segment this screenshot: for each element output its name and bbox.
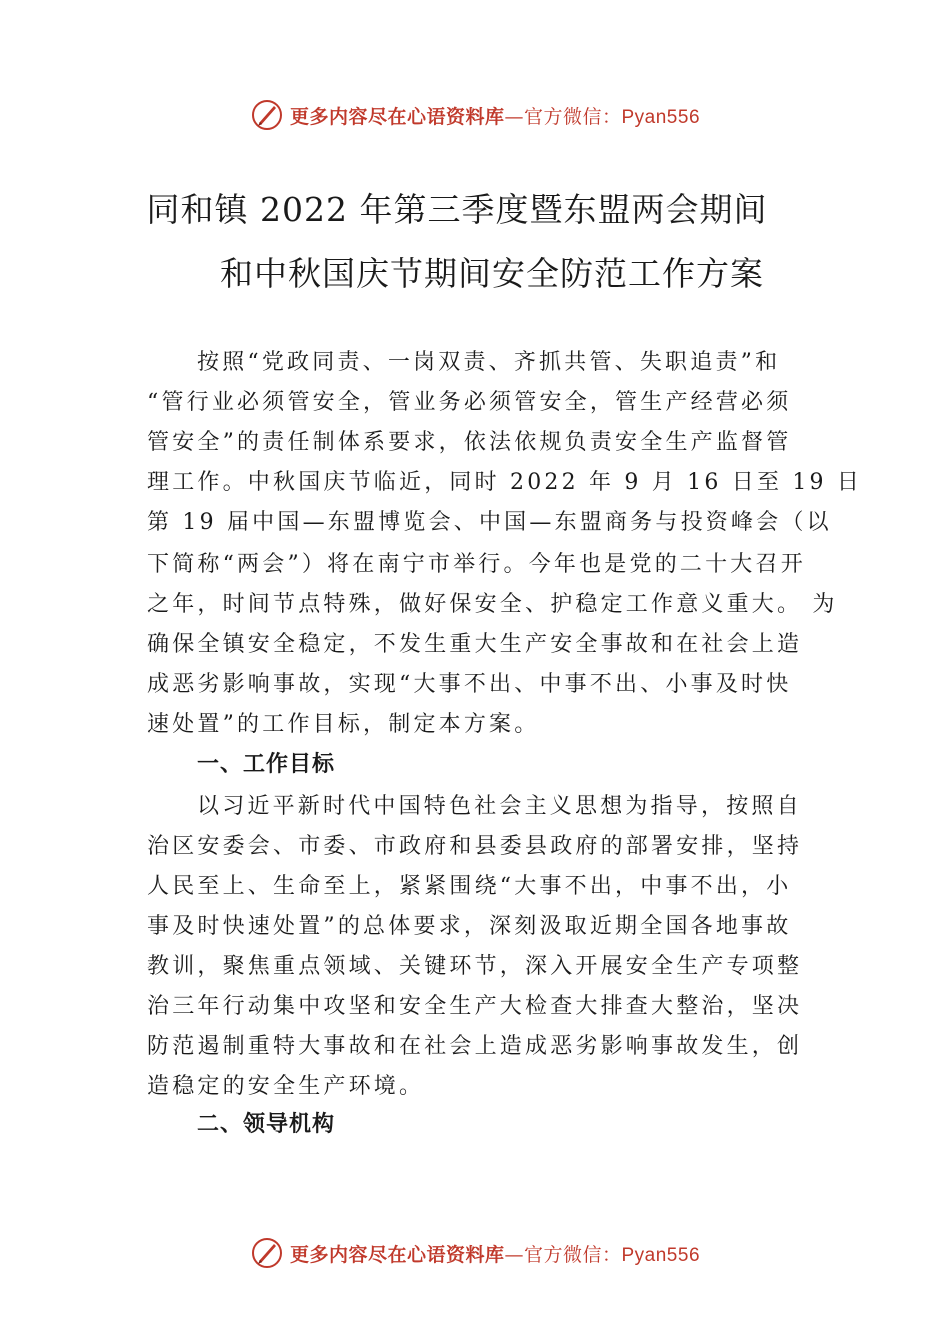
paragraph-line: 成恶劣影响事故，实现“大事不出、中事不出、小事及时快 [147, 672, 792, 697]
paragraph-line: 下简称“两会”）将在南宁市举行。今年也是党的二十大召开 [147, 552, 806, 577]
paragraph-line: 之年，时间节点特殊，做好保安全、护稳定工作意义重大。 为 [147, 592, 838, 617]
paragraph-line: 速处置”的工作目标，制定本方案。 [147, 712, 540, 737]
paragraph-line: 确保全镇安全稳定，不发生重大生产安全事故和在社会上造 [147, 632, 803, 657]
paragraph-line: 治三年行动集中攻坚和安全生产大检查大排查大整治，坚决 [147, 994, 803, 1019]
paragraph-line: 人民至上、生命至上，紧紧围绕“大事不出，中事不出，小 [147, 874, 792, 899]
watermark-text: 更多内容尽在心语资料库—官方微信：Pyan556 [289, 1243, 701, 1266]
paragraph-line: 教训，聚焦重点领域、关键环节，深入开展安全生产专项整 [147, 954, 803, 979]
paragraph-line: “管行业必须管安全，管业务必须管安全，管生产经营必须 [147, 390, 792, 415]
quill-pen-seal-icon [250, 98, 284, 132]
paragraph-line: 按照“党政同责、一岗双责、齐抓共管、失职追责”和 [197, 350, 781, 375]
section-heading-leadership: 二、领导机构 [197, 1112, 336, 1137]
header-watermark [0, 95, 950, 135]
paragraph-line: 造稳定的安全生产环境。 [147, 1074, 425, 1099]
quill-pen-seal-icon [250, 1236, 284, 1270]
paragraph-line: 第 19 届中国—东盟博览会、中国—东盟商务与投资峰会（以 [147, 510, 832, 535]
paragraph-line: 治区安委会、市委、市政府和县委县政府的部署安排，坚持 [147, 834, 803, 859]
paragraph-line: 以习近平新时代中国特色社会主义思想为指导，按照自 [197, 794, 802, 819]
watermark-text: 更多内容尽在心语资料库—官方微信：Pyan556 [289, 105, 701, 128]
footer-watermark [0, 1233, 950, 1273]
paragraph-line: 理工作。中秋国庆节临近，同时 2022 年 9 月 16 日至 19 日 [147, 470, 863, 495]
paragraph-line: 管安全”的责任制体系要求，依法依规负责安全生产监督管 [147, 430, 792, 455]
document-title-line-2: 和中秋国庆节期间安全防范工作方案 [220, 254, 764, 293]
document-title-line-1: 同和镇 2022 年第三季度暨东盟两会期间 [146, 190, 768, 229]
paragraph-line: 防范遏制重特大事故和在社会上造成恶劣影响事故发生，创 [147, 1034, 803, 1059]
section-heading-work-goals: 一、工作目标 [197, 752, 336, 777]
paragraph-line: 事及时快速处置”的总体要求，深刻汲取近期全国各地事故 [147, 914, 792, 939]
